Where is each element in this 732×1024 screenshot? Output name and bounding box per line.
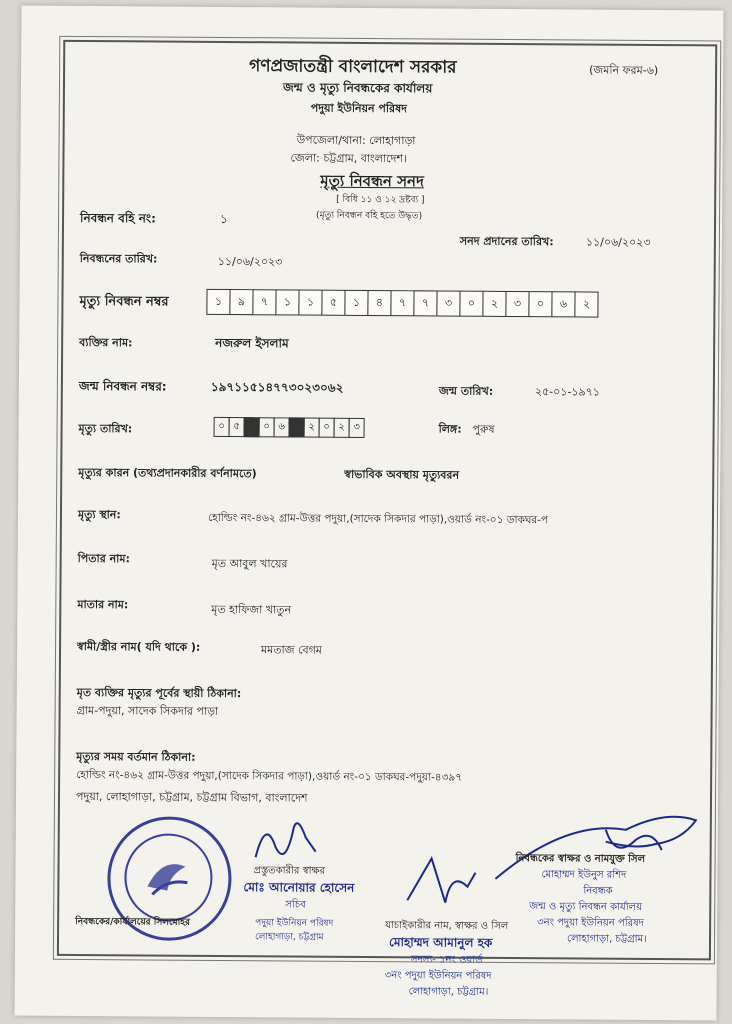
death-date-digit: ৬ — [274, 417, 290, 437]
preparer-label: প্রস্তুতকারীর স্বাক্ষর — [253, 865, 326, 877]
sex-label: লিঙ্গ: — [438, 422, 462, 436]
verifier-signature — [401, 850, 481, 911]
death-reg-digit: ০ — [528, 291, 552, 317]
birth-reg-value: ১৯৭১১৫১৪৭৭৩০২৩০৬২ — [210, 379, 344, 395]
office-name: জন্ম ও মৃত্যু নিবন্ধকের কার্যালয় — [282, 80, 433, 96]
seal-office: পদুয়া ইউনিয়ন পরিষদ — [255, 918, 334, 929]
death-reg-digit: ৩ — [505, 291, 529, 317]
rule-reference: [ বিধি ১১ ও ১২ দ্রষ্টব্য ] — [336, 194, 425, 206]
death-reg-digit: ১ — [298, 290, 322, 316]
death-reg-digit: ৯ — [229, 289, 253, 315]
preparer-signature — [246, 807, 326, 868]
verifier-label: যাচাইকারীর নাম, স্বাক্ষর ও সিল — [385, 920, 509, 932]
perm-address-label: মৃত ব্যক্তির মৃত্যুর পূর্বের স্থায়ী ঠিকানা: — [76, 685, 242, 701]
govt-heading: গণপ্রজাতন্ত্রী বাংলাদেশ সরকার — [249, 56, 457, 78]
certificate-paper — [14, 6, 723, 1021]
union-name: পদুয়া ইউনিয়ন পরিষদ — [310, 101, 408, 116]
cause-value: স্বাভাবিক অবস্থায় মৃত্যুবরন — [344, 467, 460, 482]
reg-date-label: নিবন্ধনের তারিখ: — [79, 251, 158, 266]
death-date-label: মৃত্যু তারিখ: — [78, 421, 133, 436]
death-date-digit: ২ — [334, 418, 350, 438]
name-label: ব্যক্তির নাম: — [79, 335, 133, 350]
verifier-office: ৩নং পদুয়া ইউনিয়ন পরিষদ — [384, 970, 492, 982]
verifier-title: সদস্য- ১নং ওয়ার্ড — [410, 954, 483, 966]
registrar-office: জন্ম ও মৃত্যু নিবন্ধন কার্যালয় — [529, 901, 643, 913]
death-reg-digit: ৭ — [252, 289, 276, 315]
death-reg-digit: ২ — [574, 291, 598, 317]
death-reg-digit: ৪ — [367, 290, 391, 316]
seal-place: লোহাগাড়া, চট্টগ্রাম — [255, 932, 324, 943]
registrar-label: নিবন্ধকের স্বাক্ষর ও নামযুক্ত সিল — [515, 853, 646, 865]
death-reg-digit: ১ — [275, 289, 299, 315]
death-reg-digit: ১ — [206, 289, 230, 315]
death-reg-digit: ৭ — [390, 290, 414, 316]
preparer-name: মোঃ আনোয়ার হোসেন — [243, 880, 355, 895]
issue-date-label: সনদ প্রদানের তারিখ: — [459, 234, 554, 249]
cause-label: মৃত্যুর কারন (তথ্যপ্রদানকারীর বর্ণনামতে) — [78, 465, 257, 481]
death-reg-digit: ৭ — [413, 290, 437, 316]
death-date-boxes — [215, 417, 365, 438]
verifier-place: লোহাগাড়া, চট্টগ্রাম। — [408, 986, 489, 998]
death-date-digit: ০ — [319, 418, 335, 438]
reg-date-value: ১১/০৬/২০২৩ — [217, 254, 283, 269]
perm-address-value: গ্রাম-পদুয়া, সাদেক সিকদার পাড়া — [76, 703, 219, 718]
mother-value: মৃত হাফিজা খাতুন — [211, 602, 292, 617]
death-reg-digit: ০ — [459, 291, 483, 317]
place-label: মৃত্যু স্থান: — [77, 507, 121, 522]
registrar-union: ৩নং পদুয়া ইউনিয়ন পরিষদ — [537, 917, 644, 929]
book-no-label: নিবন্ধন বহি নং: — [80, 210, 156, 226]
death-date-digit: ৫ — [229, 417, 245, 437]
spouse-label: স্বামী/স্ত্রীর নাম( যদি থাকে ): — [77, 639, 201, 654]
death-reg-digit: ৬ — [551, 291, 575, 317]
spouse-value: মমতাজ বেগম — [260, 643, 322, 657]
source-note: (মৃত্যু নিবন্ধন বহি হতে উদ্ধৃত) — [316, 210, 423, 222]
mother-label: মাতার নাম: — [77, 597, 129, 612]
district-line: জেলা: চট্টগ্রাম, বাংলাদেশ। — [290, 151, 407, 166]
death-reg-label: মৃত্যু নিবন্ধন নম্বর — [79, 293, 169, 310]
place-value: হোল্ডিং নং-৪৬২ গ্রাম-উত্তর পদুয়া,(সাদেক সিকদার পাড়া),ওয়ার্ড নং-০১ ডাকঘর-প — [207, 511, 549, 527]
death-date-digit: ৩ — [349, 418, 365, 438]
present-address-line1: হোল্ডিং নং-৪৬২ গ্রাম-উত্তর পদুয়া,(সাদেক সিকদার পাড়া),ওয়ার্ড নং-০১ ডাকঘর-পদুয়া-৪৩৯৭ — [76, 768, 463, 784]
preparer-title: সচিব — [285, 899, 306, 911]
death-reg-digit: ১ — [344, 290, 368, 316]
verifier-name: মোহাম্মদ আমানুল হক — [388, 935, 493, 950]
present-address-line2: পদুয়া, লোহাগাড়া, চট্টগ্রাম, চট্টগ্রাম বিভাগ, বাংলাদেশ — [75, 789, 308, 805]
registrar-title: নিবন্ধক — [583, 885, 613, 897]
death-reg-digit: ২ — [482, 291, 506, 317]
registrar-name: মোহাম্মদ ইউনুস রশিদ — [541, 869, 627, 881]
birth-reg-label: জন্ম নিবন্ধন নম্বর: — [78, 378, 167, 394]
book-no-value: ১ — [220, 211, 228, 227]
person-name: নজরুল ইসলাম — [215, 335, 289, 351]
registrar-place: লোহাগাড়া, চট্টগ্রাম। — [566, 933, 647, 945]
sex-value: পুরুষ — [472, 422, 495, 436]
dob-label: জন্ম তারিখ: — [438, 384, 494, 398]
father-label: পিতার নাম: — [77, 551, 130, 566]
death-reg-digit: ৩ — [436, 290, 460, 316]
death-date-digit: ০ — [259, 417, 275, 437]
date-separator — [244, 417, 260, 437]
dob-value: ২৫-০১-১৯৭১ — [534, 385, 600, 399]
death-date-digit: ০ — [214, 417, 230, 437]
death-date-digit: ২ — [304, 418, 320, 438]
death-reg-number-boxes — [207, 289, 598, 318]
present-address-label: মৃত্যুর সময় বর্তমান ঠিকানা: — [76, 749, 196, 764]
father-value: মৃত আবুল খায়ের — [211, 556, 288, 571]
issue-date-value: ১১/০৬/২০২৩ — [585, 235, 651, 249]
certificate-title: মৃত্যু নিবন্ধন সনদ — [320, 171, 424, 191]
date-separator — [289, 417, 305, 437]
upazila-line: উপজেলা/থানা: লোহাগাড়া — [296, 133, 416, 148]
death-reg-digit: ৫ — [321, 290, 345, 316]
form-number: (জমনি ফরম-৬) — [589, 63, 659, 78]
seal-label: নিবন্ধকের/কার্যালয়ের সিলমোহর — [75, 916, 190, 928]
